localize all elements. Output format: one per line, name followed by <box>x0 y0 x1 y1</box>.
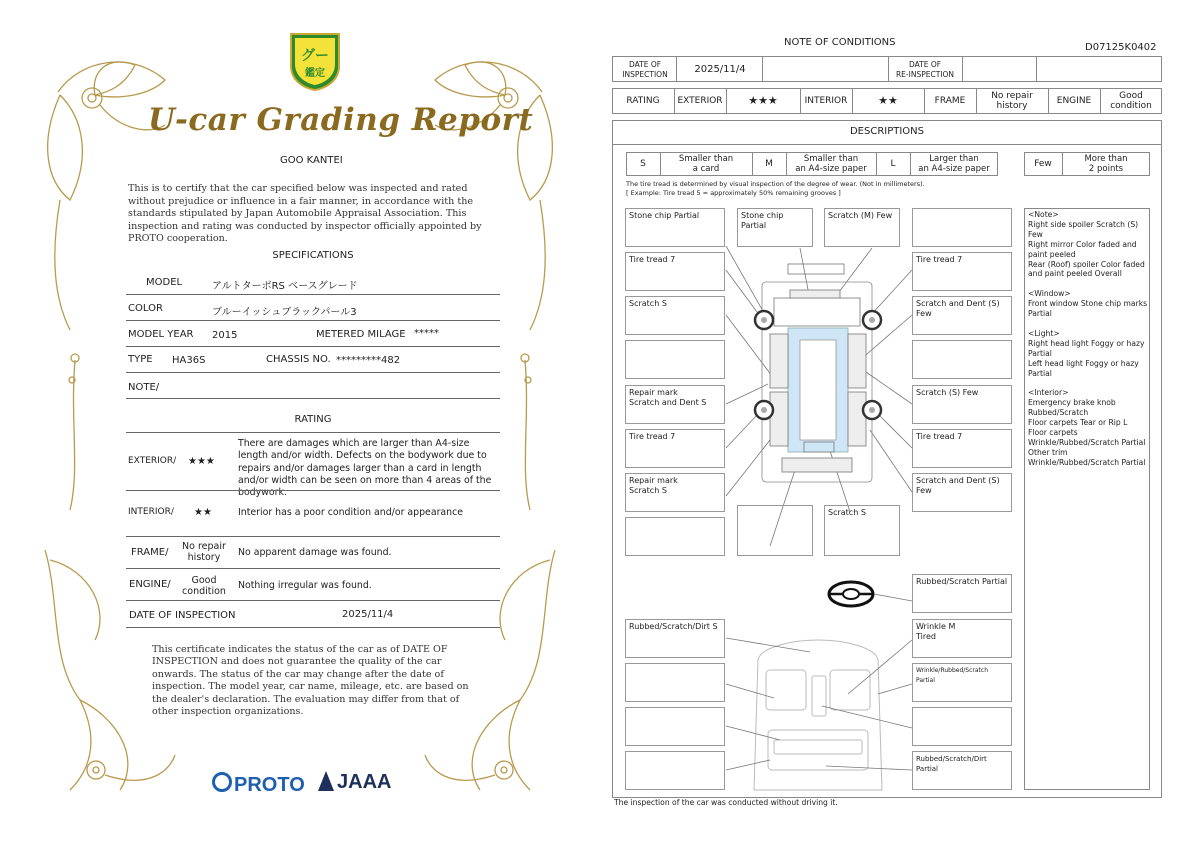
svg-text:グー: グー <box>301 48 329 64</box>
damage-box-right-5: Scratch (S) Few <box>912 385 1012 424</box>
conditions-footer: The inspection of the car was conducted without driving it. <box>614 798 838 807</box>
damage-box-left-2: Tire tread 7 <box>625 252 725 291</box>
engine-value-right: Good condition <box>1110 91 1152 111</box>
interior-box-left-4 <box>625 751 725 790</box>
frame-label-right: FRAME <box>934 96 966 106</box>
exterior-stars-right: ★★★ <box>748 94 778 107</box>
proto-mark-icon <box>212 772 232 792</box>
date-of-inspection-value: 2025/11/4 <box>342 609 394 620</box>
interior-box-left-1: Rubbed/Scratch/Dirt S <box>625 619 725 658</box>
damage-box-left-8 <box>625 517 725 556</box>
organization-name: GOO KANTEI <box>280 155 343 166</box>
damage-box-left-4 <box>625 340 725 379</box>
svg-text:鑑定: 鑑定 <box>305 68 325 79</box>
date-inspection-label: DATE OF INSPECTION <box>622 60 668 79</box>
damage-box-top-2: Stone chip Partial <box>737 208 813 247</box>
proto-logo: PROTO <box>212 772 305 797</box>
document-id: D07125K0402 <box>1085 42 1157 53</box>
exterior-description: There are damages which are larger than A4-size length and/or width. Defects on the bodywork due to repairs and/or damages larger than a card in length and/or width can be seen on more than 4 areas of the bodywork. <box>238 438 492 499</box>
interior-box-right-2: Wrinkle/Rubbed/Scratch Partial <box>912 663 1012 702</box>
descriptions-heading: DESCRIPTIONS <box>849 126 925 137</box>
specifications-heading: SPECIFICATIONS <box>272 250 354 261</box>
damage-box-right-3: Scratch and Dent (S) Few <box>912 296 1012 335</box>
interior-box-right-3 <box>912 707 1012 746</box>
damage-box-left-6: Tire tread 7 <box>625 429 725 468</box>
interior-label: INTERIOR/ <box>128 507 174 517</box>
interior-box-steering: Rubbed/Scratch Partial <box>912 574 1012 613</box>
damage-box-right-6: Tire tread 7 <box>912 429 1012 468</box>
damage-box-right-2: Tire tread 7 <box>912 252 1012 291</box>
date-reinspection-label: DATE OF RE-INSPECTION <box>895 60 955 79</box>
damage-box-top-4 <box>912 208 1012 247</box>
date-inspection-value: 2025/11/4 <box>694 64 746 75</box>
frame-description: No apparent damage was found. <box>238 547 392 558</box>
frame-value: No repair history <box>182 541 226 563</box>
interior-box-right-1: Wrinkle M Tired <box>912 619 1012 658</box>
exterior-label: EXTERIOR/ <box>128 456 177 466</box>
steering-wheel-icon <box>829 582 912 606</box>
goo-kantei-badge-icon <box>287 30 343 92</box>
damage-box-left-1: Stone chip Partial <box>625 208 725 247</box>
certificate-footer-note: This certificate indicates the status of the car as of DATE OF INSPECTION and does not guarantee the quality of the car onwards. The status of the car may change after the date of inspection. The model year, car name, mileage, etc. are based on the dealer's declaration. The evaluation may differ from that of other inspection organizations. <box>152 644 469 718</box>
engine-description: Nothing irregular was found. <box>238 580 372 591</box>
interior-stars: ★★ <box>194 507 212 518</box>
damage-box-right-4 <box>912 340 1012 379</box>
engine-value: Good condition <box>182 575 226 597</box>
conditions-heading: NOTE OF CONDITIONS <box>784 37 896 48</box>
exterior-label-right: EXTERIOR <box>677 96 723 106</box>
damage-box-bottom-3: Scratch S <box>824 505 900 556</box>
spec-row-color: COLOR ブルーイッシュブラックパール3 <box>126 296 500 321</box>
date-of-inspection-label: DATE OF INSPECTION <box>129 610 236 621</box>
interior-stars-right: ★★ <box>878 94 898 107</box>
damage-box-left-7: Repair mark Scratch S <box>625 473 725 512</box>
spec-row-model: MODEL アルトターボRS ベースグレード <box>126 270 500 295</box>
spec-row-type: TYPE HA36S CHASSIS NO. *********482 <box>126 348 500 373</box>
spec-row-note: NOTE/ <box>126 374 500 399</box>
engine-label-right: ENGINE <box>1056 96 1092 106</box>
report-title: U-car Grading Report <box>148 102 534 138</box>
rating-label: RATING <box>626 96 660 106</box>
jaaa-mark-icon <box>318 771 334 791</box>
rating-heading: RATING <box>294 414 332 425</box>
notes-text: <Note> Right side spoiler Scratch (S) Few Right mirror Color faded and paint peeled Rear (Roof) spoiler Color faded and paint peeled Overall <Window> Front window Stone chip marks Partial <Light> Right head light Foggy or hazy Partial Left head light Foggy or hazy Partial <Interior> Emergency brake knob Rubbed/Scratch Floor carpets Tear or Rip L Floor carpets Wrinkle/Rubbed/Scratch Partial Other trim Wrinkle/Rubbed/Scratch Partial <box>1028 210 1148 467</box>
damage-box-left-5: Repair mark Scratch and Dent S <box>625 385 725 424</box>
interior-box-left-3 <box>625 707 725 746</box>
interior-description: Interior has a poor condition and/or appearance <box>238 507 464 518</box>
damage-box-top-3: Scratch (M) Few <box>824 208 900 247</box>
tire-note-1: The tire tread is determined by visual inspection of the degree of wear. (Not in millimeters). <box>626 180 925 188</box>
tire-note-2: [ Example: Tire tread 5 = approximately 50% remaining grooves ] <box>626 189 841 197</box>
frame-value-right: No repair history <box>991 91 1033 111</box>
certificate-intro: This is to certify that the car specified below was inspected and rated without prejudice or influence in a fair manner, in accordance with the standards stipulated by Japan Automobile Appraisal Association. This inspection and rating was conducted by inspector officially appointed by PROTO cooperation. <box>128 183 482 245</box>
spec-row-model-year: MODEL YEAR 2015 METERED MILAGE ***** <box>126 322 500 347</box>
damage-box-bottom-2 <box>737 505 813 556</box>
interior-label-right: INTERIOR <box>804 96 848 106</box>
note-of-conditions: NOTE OF CONDITIONS D07125K0402 DATE OF INSPECTION 2025/11/4 DATE OF RE-INSPECTION RATING EXTERIOR ★★★ INTERIOR ★★ FRAME No repair history ENGINE Good condition DESCRIPTIONS S Smaller than a card M Smaller than an A4-size paper L Larger than an A4-size paper Few More than 2 points The tire tread is determined by visual inspection of the degree of wear. (Not in millimeters). [ Example: Tire tread 5 = approximately 50% remaining grooves ] Stone chip Partial Tire tread 7 Scratch S Repair mark Scratch and Dent S Tire tread 7 Repair mark Scratch S Stone chip Partial Scratch (M) Few Tire tread 7 Scratch and Dent (S) Few Scratch (S) Few Tire tread 7 Scratch and Dent (S) Few Scratch S Rubbed/Scratch Partial Rubbed/Scratch/Dirt S Wrinkle M Tired Wrinkle/Rubbed/Scratch Partial Rubbed/Scratch/Dirt Partial <Note> Right side spoiler Scratch (S) Few Right mirror Color faded and paint peeled Rear (Roof) spoiler Color faded and paint peeled Overall <Window> Front window Stone chip marks Partial <Light> Right head light Foggy or hazy Partial Left head light Foggy or hazy Partial <Interior> Emergency brake knob Rubbed/Scratch Floor carpets Tear or Rip L Floor carpets Wrinkle/Rubbed/Scratch Partial Other trim Wrinkle/Rubbed/Scratch Partial The inspection of the car was conducted without driving it. <box>600 0 1200 848</box>
engine-label: ENGINE/ <box>129 579 171 590</box>
damage-box-left-3: Scratch S <box>625 296 725 335</box>
interior-box-left-2 <box>625 663 725 702</box>
frame-label: FRAME/ <box>131 547 169 558</box>
damage-box-right-7: Scratch and Dent (S) Few <box>912 473 1012 512</box>
exterior-stars: ★★★ <box>188 456 215 467</box>
interior-box-right-4: Rubbed/Scratch/Dirt Partial <box>912 751 1012 790</box>
jaaa-logo: JAAA <box>318 771 391 794</box>
